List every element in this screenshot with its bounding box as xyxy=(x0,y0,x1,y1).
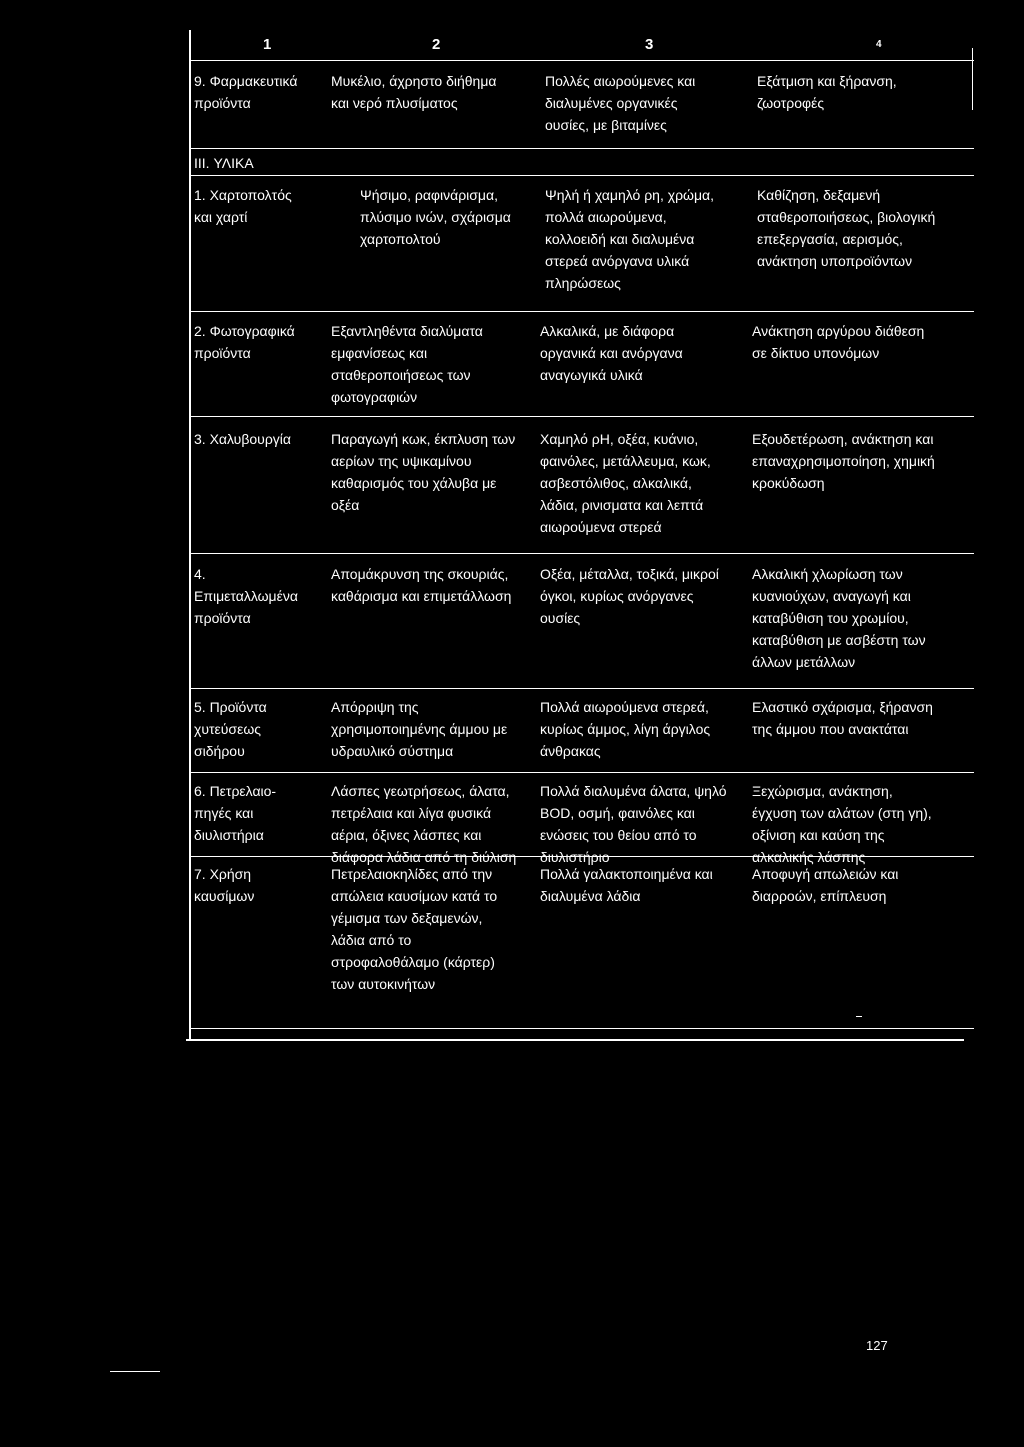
table-bottom-rule xyxy=(186,1039,964,1041)
row-divider xyxy=(190,175,974,176)
table-cell: Οξέα, μέταλλα, τοξικά, μικροί όγκοι, κυρίως ανόργανες ουσίες xyxy=(540,566,719,626)
table-cell: Λάσπες γεωτρήσεως, άλατα, πετρέλαια και λίγα φυσικά αέρια, όξινες λάσπες και διάφορα λάδια από τη διύλιση xyxy=(331,783,517,865)
row-divider xyxy=(190,311,974,312)
table-left-border xyxy=(189,30,191,858)
table-cell: Παραγωγή κωκ, έκπλυση των αερίων της υψικαμίνου καθαρισμός του χάλυβα με οξέα xyxy=(331,431,516,513)
table-cell: 6. Πετρελαιο- πηγές και διυλιστήρια xyxy=(194,783,277,843)
table-cell: Πολλά αιωρούμενα στερεά, κυρίως άμμος, λίγη άργιλος άνθρακας xyxy=(540,699,711,759)
footer-dashes xyxy=(110,1371,160,1372)
column-number-2: 2 xyxy=(432,36,441,53)
table-cell: Αποφυγή απωλειών και διαρροών, επίπλευση xyxy=(752,866,899,904)
table-cell: Ψηλή ή χαμηλό ρη, χρώμα, πολλά αιωρούμενα, κολλοειδή και διαλυμένα στερεά ανόργανα υλικά πληρώσεως xyxy=(545,187,715,291)
column-number-4: 4 xyxy=(876,39,882,50)
table-cell: Εξαντληθέντα διαλύματα εμφανίσεως και σταθεροποιήσεως των φωτογραφιών xyxy=(331,323,483,405)
table-cell: 9. Φαρμακευτικά προϊόντα xyxy=(194,73,298,111)
table-cell: Πολλά διαλυμένα άλατα, ψηλό BOD, οσμή, φαινόλες και ενώσεις του θείου από το διυλιστήριο xyxy=(540,783,727,865)
table-cell: 4. Επιμεταλλωμένα προϊόντα xyxy=(194,566,298,626)
row-divider xyxy=(190,416,974,417)
table-cell: Αλκαλικά, με διάφορα οργανικά και ανόργανα αναγωγικά υλικά xyxy=(540,323,683,383)
table-cell: Ανάκτηση αργύρου διάθεση σε δίκτυο υπονόμων xyxy=(752,323,925,361)
table-cell: Εξάτμιση και ξήρανση, ζωοτροφές xyxy=(757,73,897,111)
table-cell: Ελαστικό σχάρισμα, ξήρανση της άμμου που ανακτάται xyxy=(752,699,933,737)
table-cell: 3. Χαλυβουργία xyxy=(194,431,291,447)
table-bottom-rule xyxy=(190,1028,974,1029)
table-cell: Καθίζηση, δεξαμενή σταθεροποιήσεως, βιολογική επεξεργασία, αερισμός, ανάκτηση υποπροϊόντων xyxy=(757,187,936,269)
table-cell: 7. Χρήση καυσίμων xyxy=(194,866,255,904)
table-cell: Απομάκρυνση της σκουριάς, καθάρισμα και επιμετάλλωση xyxy=(331,566,512,604)
table-cell: 1. Χαρτοπολτός και χαρτί xyxy=(194,187,292,225)
section-title: III. ΥΛΙΚΑ xyxy=(194,155,254,171)
table-cell: Πολλές αιωρούμενες και διαλυμένες οργανικές ουσίες, με βιταμίνες xyxy=(545,73,696,133)
table-cell: Ξεχώρισμα, ανάκτηση, έγχυση των αλάτων (στη γη), οξίνιση και καύση της αλκαλικής λάσπης xyxy=(752,783,932,865)
table-cell: 2. Φωτογραφικά προϊόντα xyxy=(194,323,295,361)
table-cell: 5. Προϊόντα χυτεύσεως σιδήρου xyxy=(194,699,267,759)
header-rule xyxy=(190,60,974,61)
page-number: 127 xyxy=(866,1338,888,1353)
table-cell: Απόρριψη της χρησιμοποιημένης άμμου με υδραυλικό σύστημα xyxy=(331,699,508,759)
table-cell: Ψήσιμο, ραφινάρισμα, πλύσιμο ινών, σχάρισμα χαρτοπολτού xyxy=(360,187,511,247)
table-left-border xyxy=(189,858,191,1040)
table-cell: Χαμηλό ρΗ, οξέα, κυάνιο, φαινόλες, μετάλλευμα, κωκ, ασβεστόλιθος, αλκαλικά, λάδια, ρινισματα και λεπτά αιωρούμενα στερεά xyxy=(540,431,711,535)
row-divider xyxy=(190,688,974,689)
column-number-1: 1 xyxy=(263,36,272,53)
table-cell: Πολλά γαλακτοποιημένα και διαλυμένα λάδια xyxy=(540,866,713,904)
table-cell: Εξουδετέρωση, ανάκτηση και επαναχρησιμοποίηση, χημική κροκύδωση xyxy=(752,431,935,491)
table-cell: Αλκαλική χλωρίωση των κυανιούχων, αναγωγή και καταβύθιση του χρωμίου, καταβύθιση με ασβέστη των άλλων μετάλλων xyxy=(752,566,926,670)
row-divider xyxy=(190,772,974,773)
column-number-3: 3 xyxy=(645,36,654,53)
table-cell: Πετρελαιοκηλίδες από την απώλεια καυσίμων κατά το γέμισμα των δεξαμενών, λάδια από το στροφαλοθάλαμο (κάρτερ) των αυτοκινήτων xyxy=(331,866,498,992)
row-divider xyxy=(190,553,974,554)
stray-mark xyxy=(856,1016,862,1017)
row-divider xyxy=(190,148,974,149)
table-cell: Μυκέλιο, άχρηστο διήθημα και νερό πλυσίματος xyxy=(331,73,497,111)
